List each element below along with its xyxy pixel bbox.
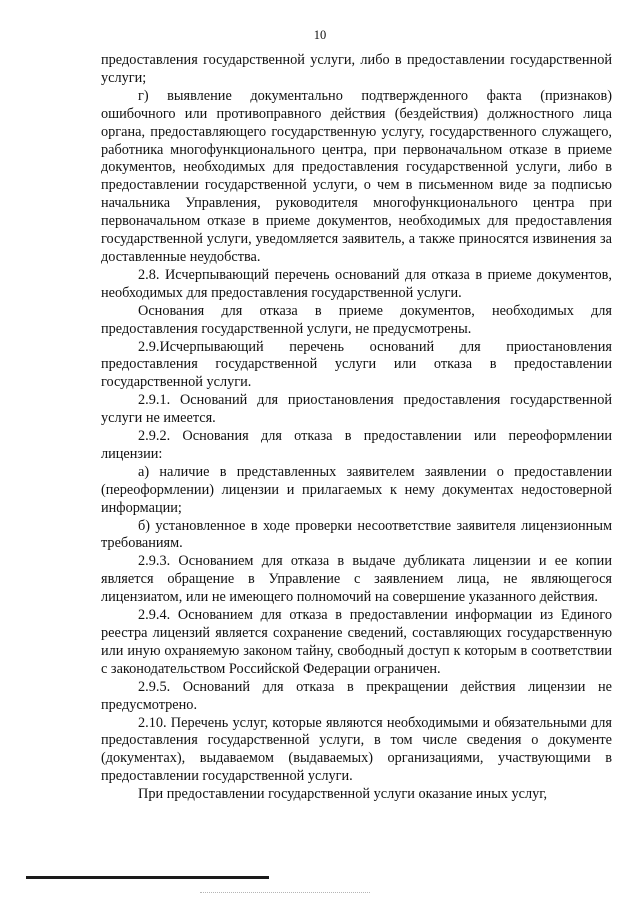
paragraph-item-b: б) установленное в ходе проверки несоответствие заявителя лицензионным требованиям.	[101, 517, 612, 552]
paragraph-2-9-4: 2.9.4. Основанием для отказа в предоставлении информации из Единого реестра лицензий является сохранение сведений, составляющих государственную или иную охраняемую законом тайну, свободный доступ к которым в соответствии с законодательством Российской Федерации ограничен.	[101, 607, 612, 677]
footer-rule	[26, 876, 269, 879]
page-number: 10	[313, 28, 327, 42]
paragraph-2-8: 2.8. Исчерпывающий перечень оснований для отказа в приеме документов, необходимых для предоставления государственной услуги.	[101, 266, 612, 301]
footer-faint-line	[200, 892, 370, 894]
paragraph-2-9-3: 2.9.3. Основанием для отказа в выдаче дубликата лицензии и ее копии является обращение в Управление с заявлением лица, не являющегося лицензиатом, или не имеющего полномочий на совершение указанного действия.	[101, 553, 612, 606]
paragraph-2-8-grounds: Основания для отказа в приеме документов, необходимых для предоставления государственной услуги, не предусмотрены.	[101, 302, 612, 337]
paragraph-2-9-5: 2.9.5. Оснований для отказа в прекращении действия лицензии не предусмотрено.	[101, 678, 612, 713]
paragraph-other-services: При предоставлении государственной услуги оказание иных услуг,	[138, 786, 548, 803]
paragraph-item-g: г) выявление документально подтвержденного факта (признаков) ошибочного или противоправного действия (бездействия) должностного лица органа, предоставляющего государственную услугу, государственного служащего, работника многофункционального центра, при первоначальном отказе в приеме документов, необходимых для предоставления государственной услуги, либо в предоставлении государственной услуги, о чем в письменном виде за подписью начальника Управления, руководителя многофункционального центра при первоначальном отказе в приеме документов, необходимых для предоставления государственной услуги, уведомляется заявитель, а также приносятся извинения за доставленные неудобства.	[101, 87, 612, 265]
paragraph-2-9-2: 2.9.2. Основания для отказа в предоставлении или переоформлении лицензии:	[101, 428, 612, 462]
paragraph-2-9-1: 2.9.1. Оснований для приостановления предоставления государственной услуги не имеется.	[101, 392, 612, 427]
document-body	[101, 52, 612, 804]
paragraph-continuation: предоставления государственной услуги, либо в предоставлении государственной услуги;	[101, 52, 612, 86]
paragraph-2-10: 2.10. Перечень услуг, которые являются необходимыми и обязательными для предоставления государственной услуги, в том числе сведения о документе (документах), выдаваемом (выдаваемых) организациями, участвующими в предоставлении государственной услуги.	[101, 714, 612, 785]
paragraph-2-9: 2.9.Исчерпывающий перечень оснований для приостановления предоставления государственной услуги или отказа в предоставлении государственной услуги.	[101, 338, 612, 391]
paragraph-item-a: а) наличие в представленных заявителем заявлении о предоставлении (переоформлении) лицензии и прилагаемых к нему документах недостоверной информации;	[101, 463, 612, 516]
